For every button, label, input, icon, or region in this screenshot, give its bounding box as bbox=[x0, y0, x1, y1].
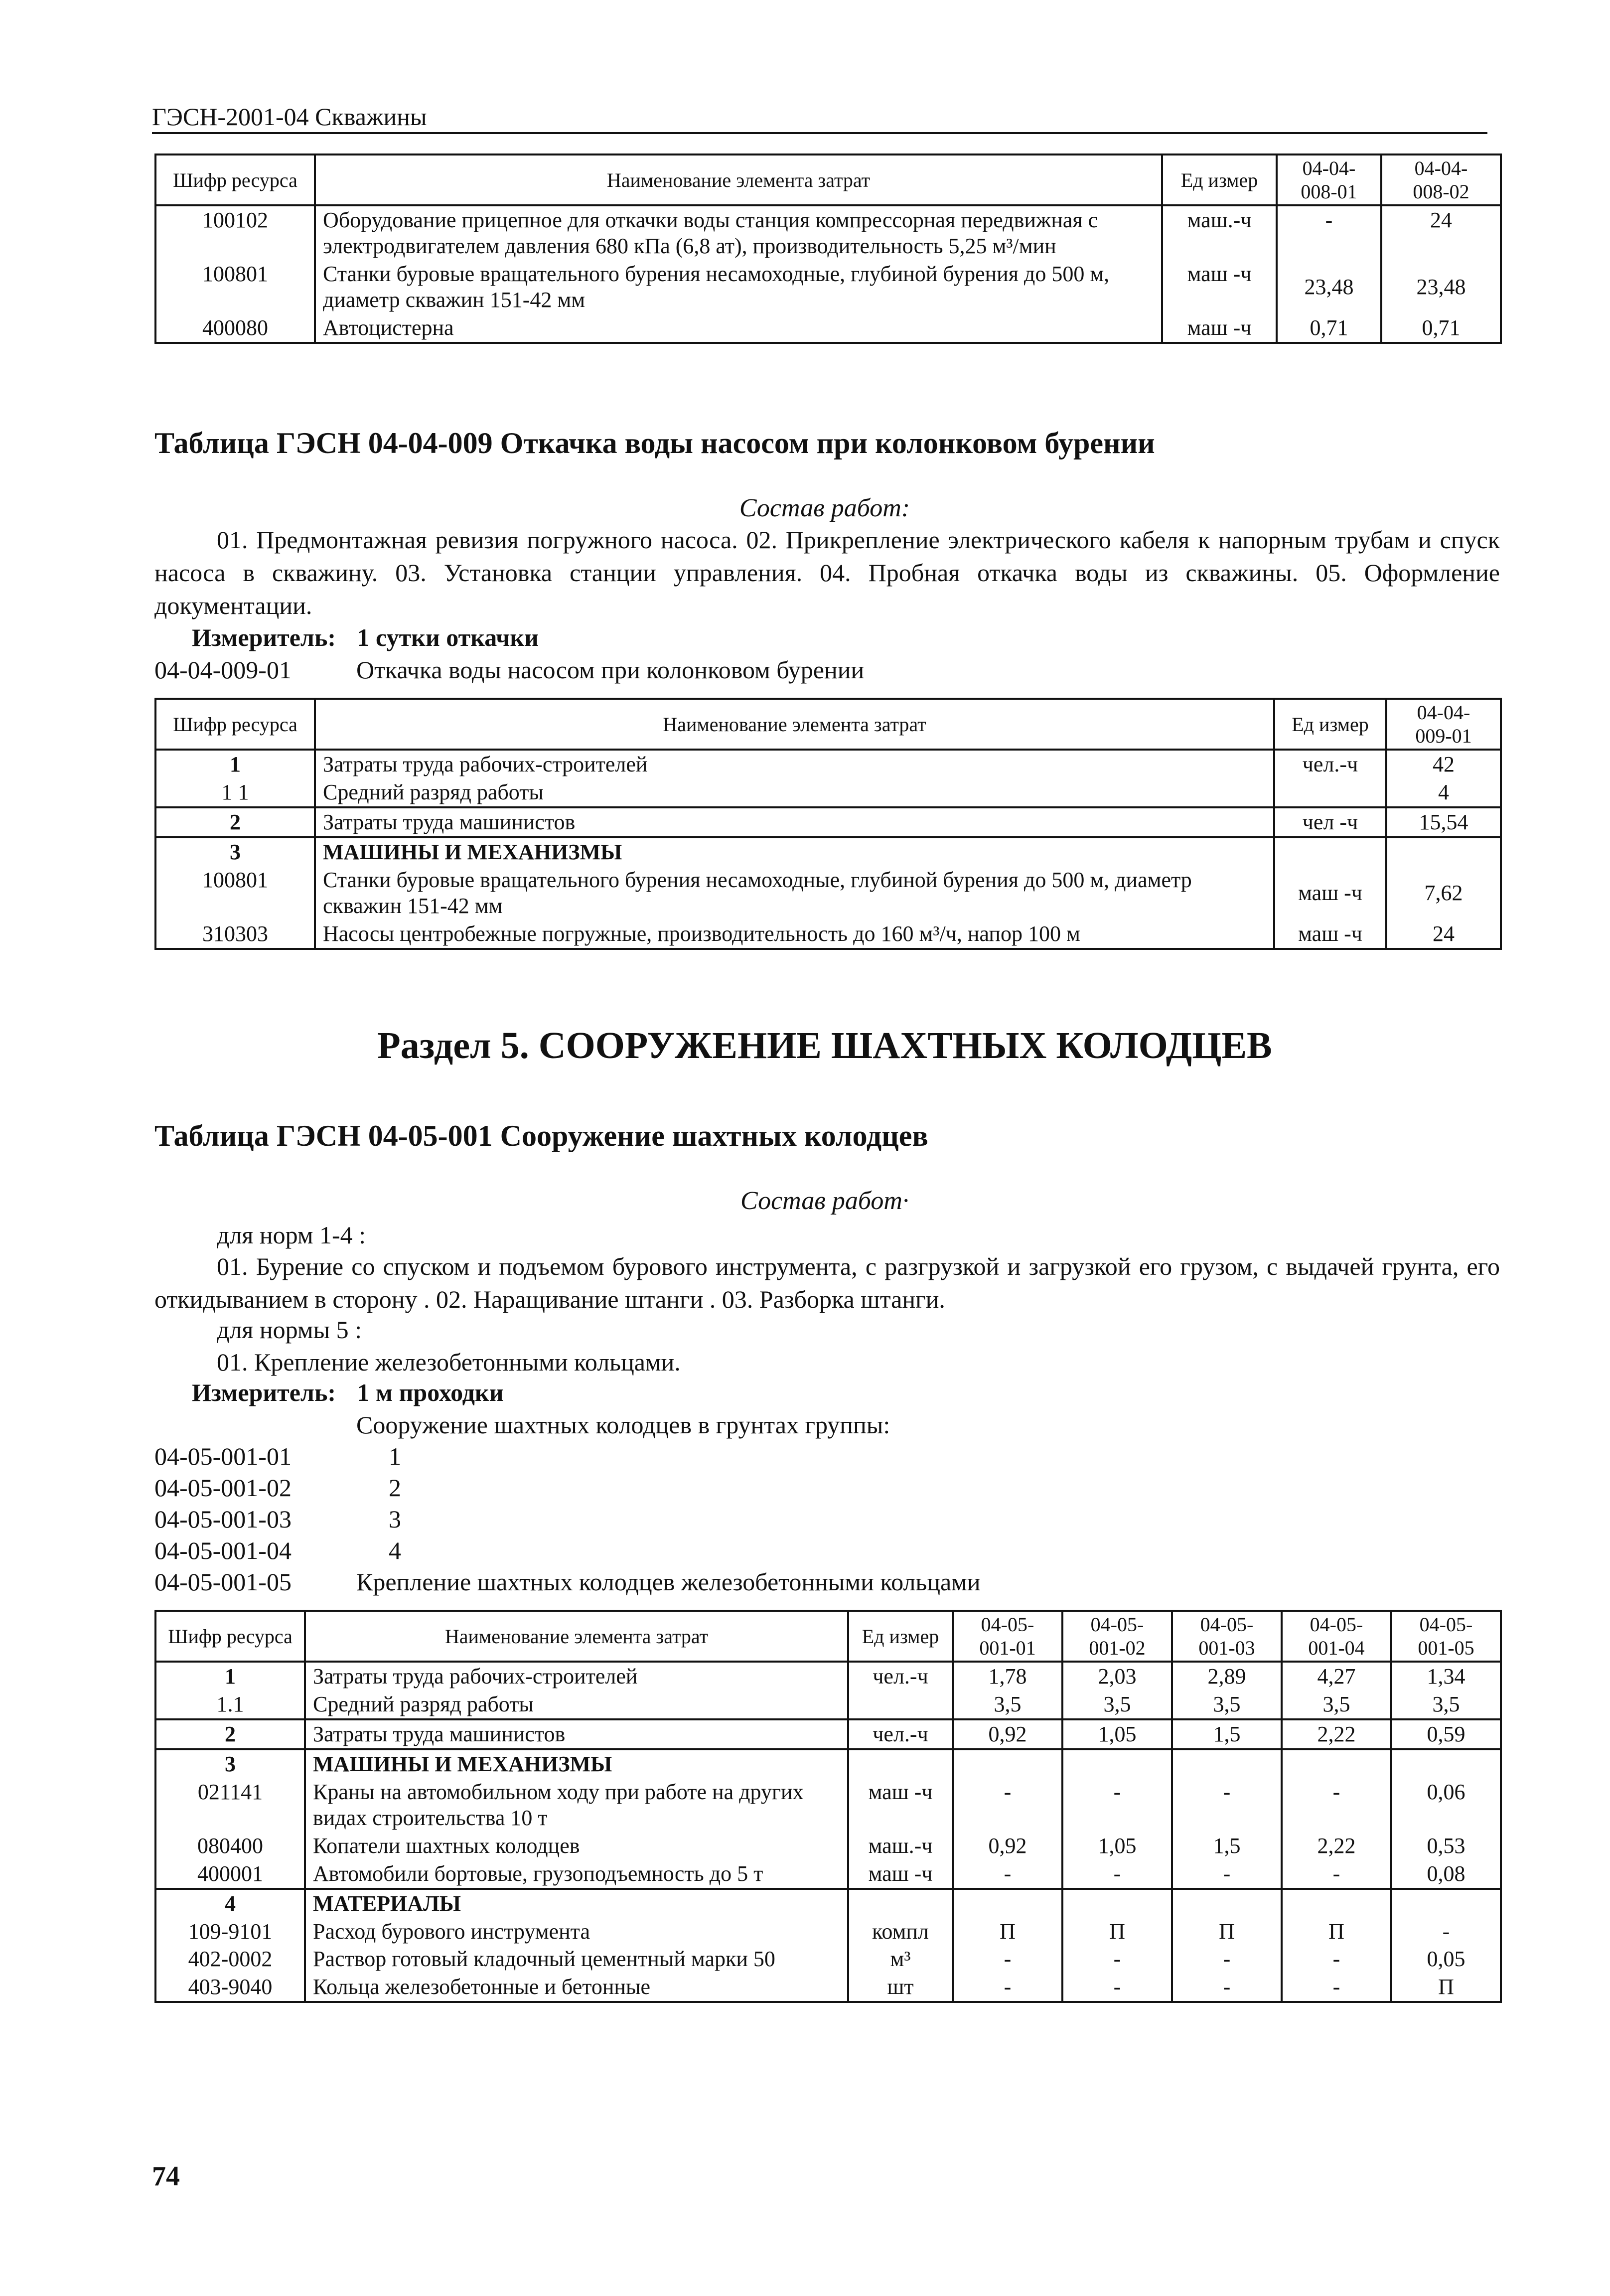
cell-value bbox=[1062, 1889, 1172, 1918]
cell-code: 100102 bbox=[155, 205, 315, 260]
cell-value: 1,5 bbox=[1172, 1832, 1282, 1860]
cell-value bbox=[953, 1749, 1062, 1778]
cell-name: Станки буровые вращательного бурения несамоходные, глубиной бурения до 500 м, диаметр скважин 151-42 мм bbox=[315, 260, 1162, 314]
cell-code: 400001 bbox=[155, 1860, 305, 1889]
cell-value: 0,53 bbox=[1391, 1832, 1501, 1860]
table-header-row bbox=[155, 1611, 1501, 1662]
table-header-row bbox=[155, 154, 1501, 205]
cell-value: 1,05 bbox=[1062, 1719, 1172, 1749]
cell-value bbox=[1391, 1889, 1501, 1918]
cell-name: МАШИНЫ И МЕХАНИЗМЫ bbox=[305, 1749, 848, 1778]
norm-code: 04-05-001-04 bbox=[154, 1536, 292, 1564]
column-header: Шифр ресурса bbox=[155, 699, 315, 750]
table-row bbox=[155, 807, 1501, 837]
cell-unit: чел -ч bbox=[1274, 807, 1386, 837]
cell-code: 3 bbox=[155, 1749, 305, 1778]
cell-unit: чел.-ч bbox=[848, 1719, 953, 1749]
cell-code: 1 1 bbox=[155, 778, 315, 807]
cell-name: Насосы центробежные погружные, производительность до 160 м³/ч, напор 100 м bbox=[315, 920, 1274, 949]
cell-value: 0,92 bbox=[953, 1719, 1062, 1749]
cell-name: МАТЕРИАЛЫ bbox=[305, 1889, 848, 1918]
cell-value: 1,34 bbox=[1391, 1662, 1501, 1690]
column-header: Наименование элемента затрат bbox=[315, 699, 1274, 750]
cell-value: 3,5 bbox=[953, 1690, 1062, 1719]
cell-value: 3,5 bbox=[1282, 1690, 1391, 1719]
cell-value: - bbox=[953, 1778, 1062, 1832]
cell-name: МАШИНЫ И МЕХАНИЗМЫ bbox=[315, 837, 1274, 866]
column-header: 04-04- 008-02 bbox=[1381, 154, 1501, 205]
measurement-label: Измеритель: bbox=[192, 1378, 336, 1406]
table-row bbox=[155, 1719, 1501, 1749]
table-row bbox=[155, 1662, 1501, 1690]
cell-unit: маш -ч bbox=[1162, 260, 1277, 314]
cell-value: 0,06 bbox=[1391, 1778, 1501, 1832]
cell-value: - bbox=[953, 1945, 1062, 1973]
cell-unit: м³ bbox=[848, 1945, 953, 1973]
cell-unit: маш.-ч bbox=[848, 1832, 953, 1860]
cell-value: - bbox=[1172, 1973, 1282, 2002]
cell-value bbox=[1172, 1749, 1282, 1778]
norm-code: 04-05-001-03 bbox=[154, 1505, 292, 1533]
norm-description: Крепление шахтных колодцев железобетонными кольцами bbox=[356, 1568, 981, 1596]
cell-value: 24 bbox=[1381, 205, 1501, 260]
norm-description: 4 bbox=[389, 1536, 401, 1564]
cell-unit: маш -ч bbox=[848, 1778, 953, 1832]
table-row bbox=[155, 1918, 1501, 1946]
table-row bbox=[155, 314, 1501, 343]
cell-value: 15,54 bbox=[1386, 807, 1501, 837]
cell-code: 021141 bbox=[155, 1778, 305, 1832]
cell-value: 0,92 bbox=[953, 1832, 1062, 1860]
cell-value: - bbox=[1172, 1860, 1282, 1889]
cell-value: П bbox=[1062, 1918, 1172, 1946]
norms-label: для нормы 5 : bbox=[217, 1316, 362, 1344]
measurement-value: 1 сутки откачки bbox=[357, 623, 539, 651]
cell-value: - bbox=[1062, 1860, 1172, 1889]
cell-code: 2 bbox=[155, 807, 315, 837]
table-header-row bbox=[155, 699, 1501, 750]
cell-unit bbox=[848, 1690, 953, 1719]
group-heading: Сооружение шахтных колодцев в грунтах группы: bbox=[356, 1411, 890, 1439]
cell-unit: маш -ч bbox=[1162, 314, 1277, 343]
cell-unit bbox=[1274, 837, 1386, 866]
measurement-label: Измеритель: bbox=[192, 623, 336, 651]
cell-code: 3 bbox=[155, 837, 315, 866]
cell-code: 100801 bbox=[155, 260, 315, 314]
column-header: 04-05- 001-05 bbox=[1391, 1611, 1501, 1662]
column-header: Ед измер bbox=[1274, 699, 1386, 750]
norm-description: 1 bbox=[389, 1442, 401, 1470]
column-header: Шифр ресурса bbox=[155, 1611, 305, 1662]
cell-code: 100801 bbox=[155, 866, 315, 920]
cell-value: - bbox=[1391, 1918, 1501, 1946]
cell-value: П bbox=[1391, 1973, 1501, 2002]
cell-name: Автоцистерна bbox=[315, 314, 1162, 343]
column-header: 04-04- 008-01 bbox=[1277, 154, 1381, 205]
cell-value: 23,48 bbox=[1381, 260, 1501, 314]
cell-unit: компл bbox=[848, 1918, 953, 1946]
table-title-04-05-001: Таблица ГЭСН 04-05-001 Сооружение шахтных колодцев bbox=[154, 1119, 928, 1152]
cell-value bbox=[1282, 1749, 1391, 1778]
cell-value: 23,48 bbox=[1277, 260, 1381, 314]
table-row bbox=[155, 1749, 1501, 1778]
norm-description: Откачка воды насосом при колонковом бурении bbox=[356, 656, 865, 684]
cell-name: Затраты труда машинистов bbox=[315, 807, 1274, 837]
cell-unit: маш.-ч bbox=[1162, 205, 1277, 260]
cell-value: - bbox=[1172, 1945, 1282, 1973]
column-header: Наименование элемента затрат bbox=[305, 1611, 848, 1662]
cell-unit: маш -ч bbox=[1274, 920, 1386, 949]
sostav-heading: Состав работ· bbox=[740, 1187, 909, 1215]
column-header: Шифр ресурса bbox=[155, 154, 315, 205]
table-row bbox=[155, 866, 1501, 920]
measurement-unit bbox=[192, 623, 539, 652]
cell-name: Краны на автомобильном ходу при работе на других видах строительства 10 т bbox=[305, 1778, 848, 1832]
cell-code: 403-9040 bbox=[155, 1973, 305, 2002]
cell-value: 42 bbox=[1386, 750, 1501, 778]
cell-value: П bbox=[1282, 1918, 1391, 1946]
cell-value: 1,78 bbox=[953, 1662, 1062, 1690]
table-row bbox=[155, 1778, 1501, 1832]
cell-name: Затраты труда рабочих-строителей bbox=[315, 750, 1274, 778]
cell-value: - bbox=[1062, 1973, 1172, 2002]
cell-value: П bbox=[953, 1918, 1062, 1946]
cell-value: - bbox=[1282, 1945, 1391, 1973]
column-header: 04-05- 001-03 bbox=[1172, 1611, 1282, 1662]
cell-value: 2,03 bbox=[1062, 1662, 1172, 1690]
works-description: 01. Предмонтажная ревизия погружного насоса. 02. Прикрепление электрического кабеля к напорным трубам и спуск насоса в скважину. 03. Установка станции управления. 04. Пробная откачка воды из скважины. 05. Оформление документации. bbox=[154, 526, 1500, 619]
cell-value bbox=[1062, 1749, 1172, 1778]
cell-name: Раствор готовый кладочный цементный марки 50 bbox=[305, 1945, 848, 1973]
table-row bbox=[155, 1973, 1501, 2002]
cell-value: - bbox=[1282, 1973, 1391, 2002]
cell-code: 400080 bbox=[155, 314, 315, 343]
cell-name: Копатели шахтных колодцев bbox=[305, 1832, 848, 1860]
cell-value bbox=[1391, 1749, 1501, 1778]
sostav-heading: Состав работ: bbox=[739, 494, 910, 522]
cell-code: 4 bbox=[155, 1889, 305, 1918]
cell-code: 1.1 bbox=[155, 1690, 305, 1719]
cell-code: 402-0002 bbox=[155, 1945, 305, 1973]
header-rule bbox=[152, 132, 1487, 134]
norm-description: 3 bbox=[389, 1505, 401, 1533]
norm-code: 04-05-001-02 bbox=[154, 1474, 292, 1502]
cell-value: 0,05 bbox=[1391, 1945, 1501, 1973]
section-heading: Раздел 5. СООРУЖЕНИЕ ШАХТНЫХ КОЛОДЦЕВ bbox=[377, 1025, 1272, 1067]
cell-value: - bbox=[1062, 1778, 1172, 1832]
cell-code: 310303 bbox=[155, 920, 315, 949]
column-header: Наименование элемента затрат bbox=[315, 154, 1162, 205]
cell-name: Оборудование прицепное для откачки воды станция компрессорная передвижная с электродвигателем давления 680 кПа (6,8 ат), производительность 5,25 м³/мин bbox=[315, 205, 1162, 260]
cell-value: 2,22 bbox=[1282, 1719, 1391, 1749]
cell-unit: чел.-ч bbox=[1274, 750, 1386, 778]
cell-name: Кольца железобетонные и бетонные bbox=[305, 1973, 848, 2002]
cell-name: Затраты труда машинистов bbox=[305, 1719, 848, 1749]
norm-code: 04-04-009-01 bbox=[154, 656, 292, 684]
column-header: 04-05- 001-01 bbox=[953, 1611, 1062, 1662]
measurement-unit bbox=[192, 1378, 504, 1407]
cell-unit: чел.-ч bbox=[848, 1662, 953, 1690]
cell-value: 1,5 bbox=[1172, 1719, 1282, 1749]
cell-unit bbox=[848, 1749, 953, 1778]
cell-unit: маш -ч bbox=[848, 1860, 953, 1889]
table-row bbox=[155, 1945, 1501, 1973]
measurement-value: 1 м проходки bbox=[357, 1378, 504, 1406]
cell-unit: маш -ч bbox=[1274, 866, 1386, 920]
norm-code: 04-05-001-01 bbox=[154, 1442, 292, 1470]
column-header: 04-05- 001-02 bbox=[1062, 1611, 1172, 1662]
cell-value: 3,5 bbox=[1391, 1690, 1501, 1719]
running-header: ГЭСН-2001-04 Скважины bbox=[152, 103, 427, 131]
table-row bbox=[155, 260, 1501, 314]
cell-value: П bbox=[1172, 1918, 1282, 1946]
cell-unit bbox=[848, 1889, 953, 1918]
table-04-05-001 bbox=[154, 1610, 1502, 2003]
page-number: 74 bbox=[152, 2161, 180, 2192]
table-row bbox=[155, 1889, 1501, 1918]
cell-code: 080400 bbox=[155, 1832, 305, 1860]
cell-value: 1,05 bbox=[1062, 1832, 1172, 1860]
table-row bbox=[155, 837, 1501, 866]
cell-code: 1 bbox=[155, 1662, 305, 1690]
cell-value: - bbox=[1172, 1778, 1282, 1832]
works-description: 01. Бурение со спуском и подъемом бурового инструмента, с разгрузкой и загрузкой его грузом, с выдачей грунта, его откидыванием в сторону . 02. Наращивание штанги . 03. Разборка штанги. bbox=[154, 1252, 1500, 1313]
cell-value: 2,22 bbox=[1282, 1832, 1391, 1860]
column-header: Ед измер bbox=[848, 1611, 953, 1662]
norm-description: 2 bbox=[389, 1474, 401, 1502]
cell-value bbox=[1172, 1889, 1282, 1918]
table-04-04-009 bbox=[154, 698, 1502, 950]
cell-value: 2,89 bbox=[1172, 1662, 1282, 1690]
cell-name: Расход бурового инструмента bbox=[305, 1918, 848, 1946]
cell-name: Средний разряд работы bbox=[315, 778, 1274, 807]
cell-value: - bbox=[953, 1860, 1062, 1889]
cell-value: 0,71 bbox=[1277, 314, 1381, 343]
cell-name: Автомобили бортовые, грузоподъемность до 5 т bbox=[305, 1860, 848, 1889]
column-header: Ед измер bbox=[1162, 154, 1277, 205]
table-row bbox=[155, 1832, 1501, 1860]
column-header: 04-04- 009-01 bbox=[1386, 699, 1501, 750]
cell-value bbox=[953, 1889, 1062, 1918]
table-row bbox=[155, 778, 1501, 807]
cell-value: - bbox=[1282, 1860, 1391, 1889]
cell-value: 3,5 bbox=[1062, 1690, 1172, 1719]
cell-name: Средний разряд работы bbox=[305, 1690, 848, 1719]
table-row bbox=[155, 1860, 1501, 1889]
cell-value bbox=[1282, 1889, 1391, 1918]
cell-code: 1 bbox=[155, 750, 315, 778]
cell-value: - bbox=[1062, 1945, 1172, 1973]
cell-value: 3,5 bbox=[1172, 1690, 1282, 1719]
cell-value: 4,27 bbox=[1282, 1662, 1391, 1690]
cell-unit bbox=[1274, 778, 1386, 807]
cell-name: Затраты труда рабочих-строителей bbox=[305, 1662, 848, 1690]
cell-value: - bbox=[953, 1973, 1062, 2002]
table-row bbox=[155, 920, 1501, 949]
cell-value: 0,71 bbox=[1381, 314, 1501, 343]
table-row bbox=[155, 205, 1501, 260]
cell-value: 4 bbox=[1386, 778, 1501, 807]
cell-name: Станки буровые вращательного бурения несамоходные, глубиной бурения до 500 м, диаметр скважин 151-42 мм bbox=[315, 866, 1274, 920]
cell-value: - bbox=[1282, 1778, 1391, 1832]
cell-code: 109-9101 bbox=[155, 1918, 305, 1946]
table-row bbox=[155, 1690, 1501, 1719]
norms-label: для норм 1-4 : bbox=[217, 1221, 366, 1249]
cell-value: 7,62 bbox=[1386, 866, 1501, 920]
column-header: 04-05- 001-04 bbox=[1282, 1611, 1391, 1662]
cell-value: 24 bbox=[1386, 920, 1501, 949]
table-04-04-008-continued bbox=[154, 153, 1502, 344]
table-title-04-04-009: Таблица ГЭСН 04-04-009 Откачка воды насосом при колонковом бурении bbox=[154, 427, 1155, 459]
cell-value: 0,08 bbox=[1391, 1860, 1501, 1889]
cell-value: 0,59 bbox=[1391, 1719, 1501, 1749]
table-row bbox=[155, 750, 1501, 778]
cell-unit: шт bbox=[848, 1973, 953, 2002]
cell-value: - bbox=[1277, 205, 1381, 260]
cell-value bbox=[1386, 837, 1501, 866]
works-description: 01. Крепление железобетонными кольцами. bbox=[217, 1348, 681, 1376]
norm-code: 04-05-001-05 bbox=[154, 1568, 292, 1596]
cell-code: 2 bbox=[155, 1719, 305, 1749]
